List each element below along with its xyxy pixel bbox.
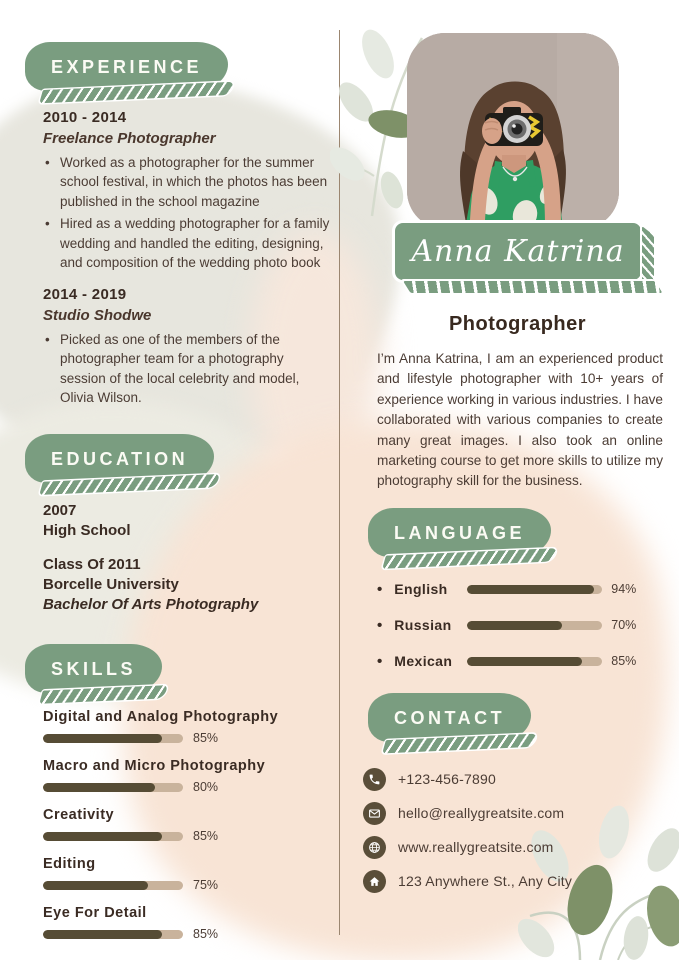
- language-percent: 85%: [611, 654, 637, 669]
- skills-list: [43, 709, 330, 941]
- contact-header-label: CONTACT: [394, 707, 506, 728]
- language-progress-bar: [467, 657, 602, 666]
- contact-section-header: [368, 693, 531, 742]
- home-icon: [363, 870, 386, 893]
- experience-entry: [25, 286, 330, 408]
- education-school: Borcelle University: [43, 575, 179, 593]
- skill-item: [43, 905, 330, 941]
- skill-progress-bar: [43, 734, 183, 743]
- education-entry: [43, 501, 330, 541]
- experience-bullet: • Picked as one of the members of the photographer team for a photography session of the local celebrity and model, Olivia Wilson.: [43, 330, 330, 408]
- experience-period: 2010 - 2014: [43, 109, 127, 126]
- contact-website-text: www.reallygreatsite.com: [398, 839, 554, 856]
- skill-item: [43, 758, 330, 794]
- language-label: • Mexican: [394, 653, 453, 670]
- education-header-label: EDUCATION: [51, 449, 189, 470]
- skill-progress-bar: [43, 881, 183, 890]
- experience-bullet: • Worked as a photographer for the summer school festival, in which the photos has been published in the school magazine: [43, 153, 330, 211]
- experience-role: Studio Shodwe: [43, 306, 152, 324]
- language-item: [377, 581, 665, 598]
- skill-progress-bar: [43, 930, 183, 939]
- skill-label: Digital and Analog Photography: [43, 709, 279, 726]
- phone-icon: [363, 768, 386, 791]
- language-label: • Russian: [394, 617, 452, 634]
- skill-percent: 75%: [193, 878, 219, 893]
- skill-label: Editing: [43, 856, 96, 873]
- skill-item: [43, 807, 330, 843]
- education-year: Class Of 2011: [43, 555, 141, 573]
- contact-item-website: [363, 836, 665, 859]
- language-progress-bar: [467, 585, 602, 594]
- skill-progress-bar: [43, 832, 183, 841]
- experience-entry: [25, 109, 330, 273]
- globe-icon: [363, 836, 386, 859]
- education-school: High School: [43, 522, 131, 540]
- language-list: [355, 581, 665, 670]
- language-section-header: [368, 508, 551, 557]
- skills-header-label: SKILLS: [51, 659, 137, 680]
- skills-section-header: [25, 644, 162, 693]
- education-entry: [43, 555, 330, 614]
- photographer-portrait-illustration: [407, 33, 619, 229]
- left-column: [25, 42, 330, 954]
- contact-address-text: 123 Anywhere St., Any City: [398, 873, 573, 890]
- skill-percent: 85%: [193, 829, 219, 844]
- contact-email-text: hello@reallygreatsite.com: [398, 805, 565, 822]
- education-year: 2007: [43, 502, 77, 520]
- about-paragraph: I’m Anna Katrina, I am an experienced product and lifestyle photographer with 10+ years of experience working in various industries. I have collaborated with various companies to create many great images. I also took an online marketing course to get more skills to utilize my photography skill for the business.: [377, 351, 663, 489]
- experience-bullet-list: [43, 153, 330, 273]
- email-icon: [363, 802, 386, 825]
- contact-item-address: [363, 870, 665, 893]
- skill-label: Eye For Detail: [43, 905, 147, 922]
- experience-header-label: EXPERIENCE: [51, 57, 203, 77]
- right-column: [355, 0, 665, 904]
- job-title: Photographer: [448, 313, 587, 335]
- skill-progress-bar: [43, 783, 183, 792]
- person-name: Anna Katrina: [411, 234, 625, 269]
- name-banner: [395, 223, 641, 280]
- experience-role: Freelance Photographer: [43, 130, 216, 147]
- experience-section-header: [25, 42, 228, 91]
- contact-phone-text: +123-456-7890: [398, 771, 496, 788]
- language-percent: 94%: [611, 582, 637, 597]
- education-degree: Bachelor Of Arts Photography: [43, 595, 259, 613]
- skill-percent: 80%: [193, 780, 219, 795]
- skill-label: Macro and Micro Photography: [43, 758, 266, 775]
- contact-list: [355, 768, 665, 893]
- profile-photo: [407, 33, 619, 229]
- language-percent: 70%: [611, 618, 637, 633]
- skill-item: [43, 856, 330, 892]
- education-section-header: [25, 434, 214, 483]
- experience-bullet: • Hired as a wedding photographer for a family wedding and handled the editing, designing, and composition of the wedding photo book: [43, 214, 330, 272]
- skill-percent: 85%: [193, 731, 219, 746]
- language-item: [377, 617, 665, 634]
- skill-percent: 85%: [193, 927, 219, 942]
- skill-label: Creativity: [43, 807, 115, 824]
- experience-bullet-list: [43, 330, 330, 408]
- experience-period: 2014 - 2019: [43, 285, 127, 303]
- skill-item: [43, 709, 330, 745]
- language-label: • English: [394, 581, 448, 598]
- language-item: [377, 653, 665, 670]
- contact-item-phone: [363, 768, 665, 791]
- language-progress-bar: [467, 621, 602, 630]
- language-header-label: LANGUAGE: [394, 522, 525, 543]
- contact-item-email: [363, 802, 665, 825]
